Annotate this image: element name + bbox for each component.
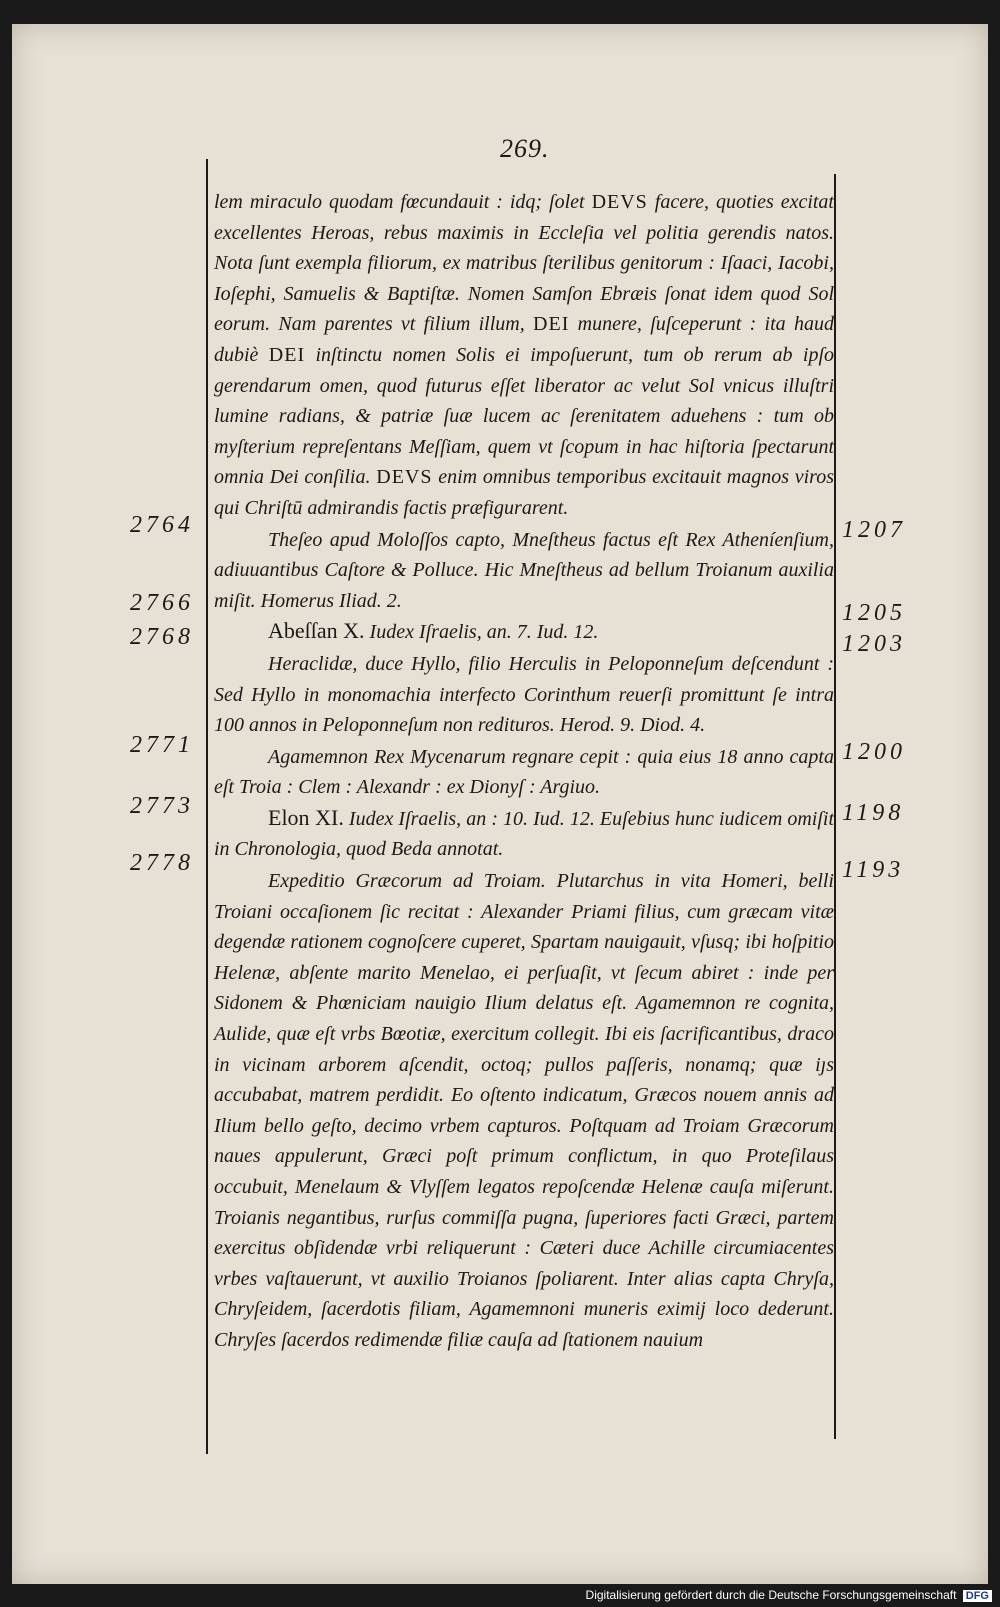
entry-text: Theſeo apud Moloſſos capto, Mneſtheus factus eſt Rex Atheníenſium, adiuuantibus Caſtore & Polluce. Hic Mneſtheus ad bellum Troianum auxilia miſit. Homerus Iliad. 2. bbox=[214, 528, 834, 612]
footer-text: Digitalisierung gefördert durch die Deutsche Forschungsgemeinschaft bbox=[585, 1588, 957, 1602]
entry-text: Heraclidæ, duce Hyllo, filio Herculis in Peloponneſum deſcendunt : Sed Hyllo in monomachia interfecto Corinthum reuerſi promittunt ſe intra 100 annos in Peloponneſum non redituros. Herod. 9. Diod. 4. bbox=[214, 652, 834, 737]
judge-name: Elon XI. bbox=[268, 804, 344, 830]
dfg-logo: DFG bbox=[963, 1590, 992, 1602]
entry-2764 bbox=[214, 524, 834, 617]
entry-text: Expeditio Græcorum ad Troiam. Plutarchus in vita Homeri, belli Troiani occaſionem ſic recitat : Alexander Priami filius, cum græcam vitæ degendæ rationem cognoſcere cuperet, Spartam nauigauit, vſusq; ibi hoſpitio Helenæ, abſente marito Menelao, ei perſuaſit, vt ſecum abiret : inde per Sidonem & Phœniciam nauigio Ilium delatus eſt. Agamemnon re cognita, Aulide, quæ eſt vrbs Bœotiæ, exercitum collegit. Ibi eis ſacrificantibus, draco in vicinam arborem aſcendit, octoq; pullos paſſeris, nonamq; quæ iȷs accubabat, matrem perdidit. Eo oſtento indicatum, Græcos nouem annis ad Ilium bello geſto, decimo vrbem capturos. Poſtquam ad Troiam Græcorum naues appulerunt, Græci poſt primum conflictum, in quo Proteſilaus occubuit, Menelaum & Vlyſſem legatos repoſcendæ Helenæ cauſa miſerunt. Troianis negantibus, rurſus commiſſa pugna, ſuperiores facti Græci, partem exercitus obſidendæ vrbi reliquerunt : Cæteri duce Achille circumiacentes vrbes vaſtauerunt, vt auxilio Troianos ſpoliarent. Inter alias capta Chryſa, Chryſeidem, ſacerdotis filiam, Agamemnoni muneris eximij loco dederunt. Chryſes ſacerdos redimendæ filiæ cauſa ad ſtationem nauium bbox=[214, 870, 834, 1351]
year-right: 1200 bbox=[842, 739, 906, 765]
small-caps-deus: DEVS bbox=[591, 191, 648, 213]
book-page bbox=[12, 24, 988, 1584]
right-margin-rule bbox=[834, 174, 836, 1439]
entry-2771 bbox=[214, 741, 834, 803]
entry-text: Iudex Iſraelis, an : 10. Iud. 12. Euſebius hunc iudicem omiſit in Chronologia, quod Beda annotat. bbox=[214, 807, 835, 861]
entry-text: Agamemnon Rex Mycenarum regnare cepit : quia eius 18 anno capta eſt Troia : Clem : Alexandr : ex Dionyſ : Argiuo. bbox=[214, 745, 834, 799]
judge-name: Abeſſan X. bbox=[268, 618, 365, 644]
intro-text-3: munere, ſuſceperunt : ita haud dubiè bbox=[214, 313, 834, 366]
page-number: 269. bbox=[500, 134, 550, 163]
intro-paragraph bbox=[214, 187, 834, 524]
year-right: 1207 bbox=[842, 517, 906, 543]
small-caps-dei: DEI bbox=[268, 343, 306, 366]
year-right: 1203 bbox=[842, 631, 906, 657]
entry-2768 bbox=[214, 648, 834, 741]
year-left: 2773 bbox=[130, 793, 194, 819]
year-left: 2766 bbox=[130, 590, 194, 616]
digitization-footer bbox=[586, 1588, 992, 1602]
intro-text-1: lem miraculo quodam fœcundauit : idq; ſolet bbox=[214, 191, 592, 213]
year-left: 2764 bbox=[130, 512, 194, 538]
intro-text-2: facere, quoties excitat excellentes Heroas, rebus maximis in Eccleſia vel politia gerendis natos. Nota ſunt exempla filiorum, ex matribus ſterilibus genitorum : Iſaaci, Iacobi, Ioſephi, Samuelis & Baptiſtæ. Nomen Samſon Ebræis ſonat idem quod Sol eorum. Nam parentes vt filium illum, bbox=[214, 191, 834, 336]
year-left: 2778 bbox=[130, 850, 194, 876]
year-left: 2771 bbox=[130, 732, 194, 758]
intro-text-4: inſtinctu nomen Solis ei impoſuerunt, tum ob rerum ab ipſo gerendarum omen, quod futurus eſſet liberator ac velut Sol vnicus illuſtri lumine radians, & patriæ ſuæ lucem ac ſerenitatem aduehens : tum ob myſterium repreſentans Meſſiam, quem vt ſcopum in hac hiſtoria ſpectarunt omnia Dei conſilia. bbox=[214, 343, 835, 489]
entry-2778 bbox=[214, 865, 834, 1356]
small-caps-deus: DEVS bbox=[376, 466, 433, 489]
year-left: 2768 bbox=[130, 624, 194, 650]
small-caps-dei: DEI bbox=[533, 313, 570, 336]
entry-2766 bbox=[214, 616, 834, 648]
year-right: 1198 bbox=[842, 800, 905, 826]
year-right: 1193 bbox=[842, 857, 905, 883]
left-margin-rule bbox=[206, 159, 208, 1454]
entry-text: Iudex Iſraelis, an. 7. Iud. 12. bbox=[364, 621, 599, 644]
year-right: 1205 bbox=[842, 600, 906, 626]
body-text bbox=[214, 187, 834, 1356]
entry-2773 bbox=[214, 803, 834, 865]
intro-text-5: enim omnibus temporibus excitauit magnos viros qui Chriſtū admirandis factis præfigurarent. bbox=[214, 466, 834, 519]
